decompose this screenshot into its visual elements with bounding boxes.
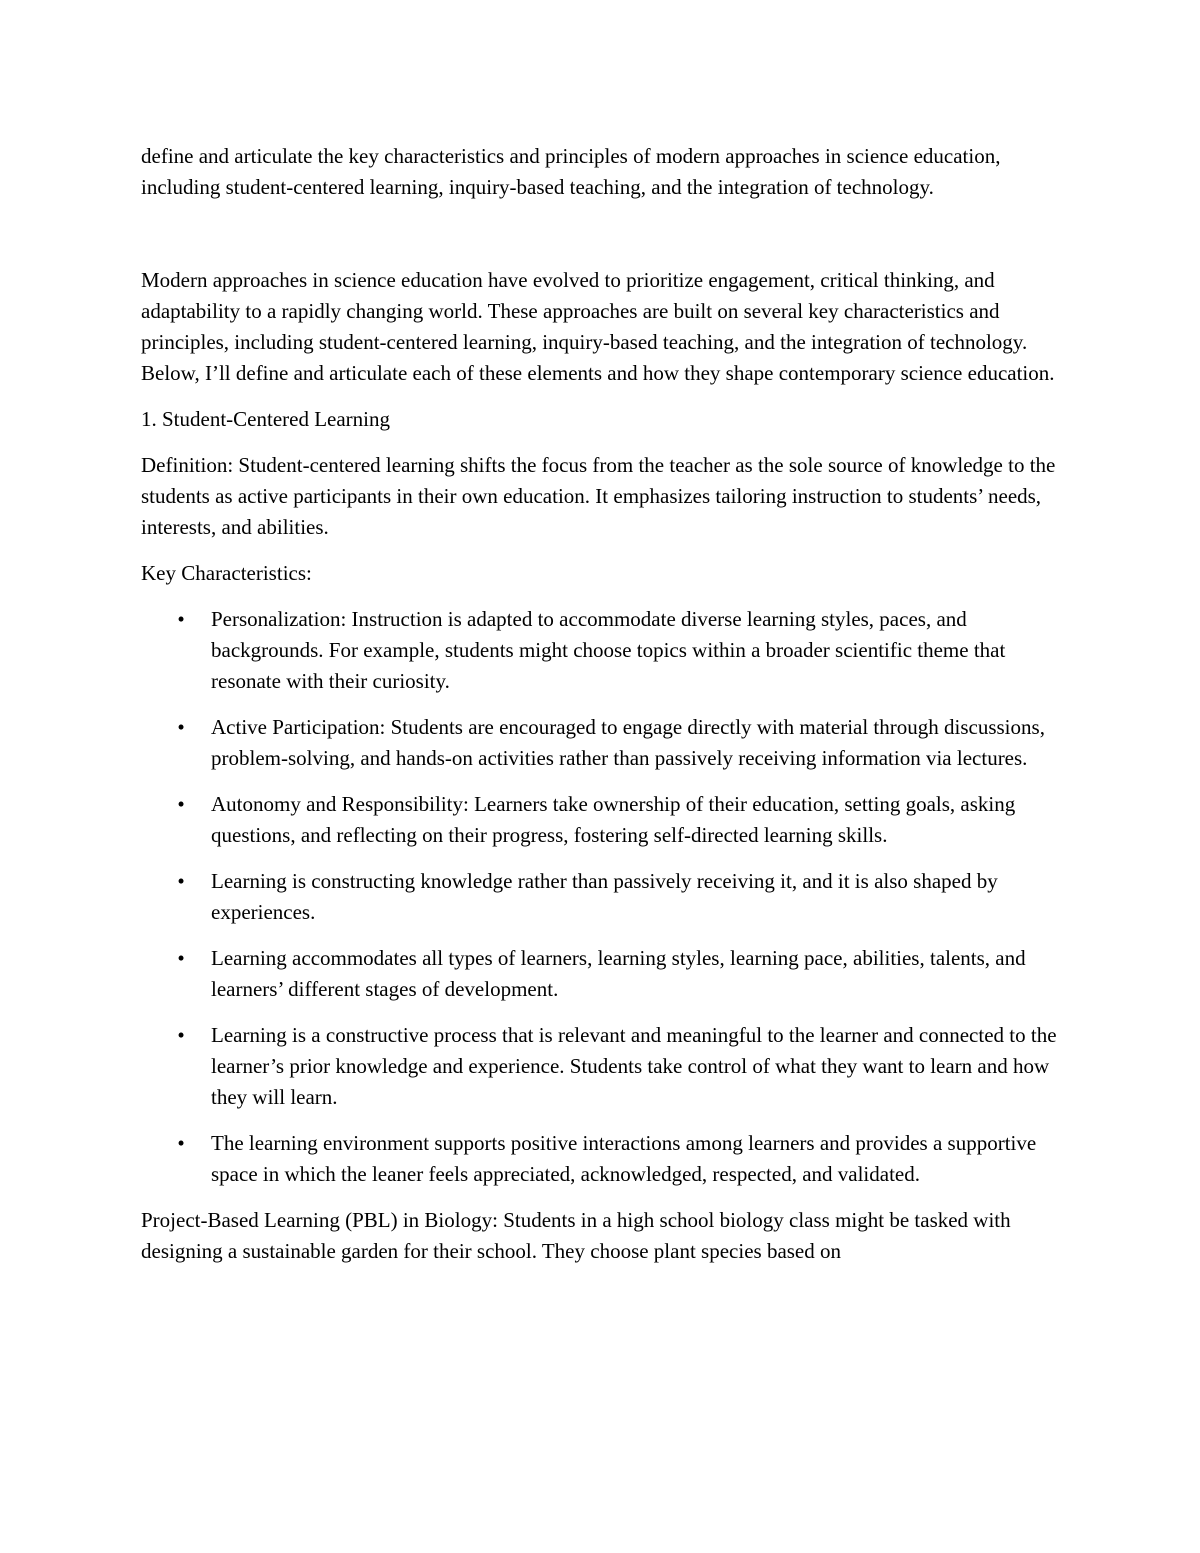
bullet-icon: • (177, 715, 185, 739)
list-item-text: The learning environment supports positive interactions among learners and provides a supportive space in which the leaner feels appreciated, acknowledged, respected, and validated. (211, 1131, 1037, 1186)
characteristics-list (141, 604, 1066, 1190)
list-item-text: Personalization: Instruction is adapted to accommodate diverse learning styles, paces, and backgrounds. For example, students might choose topics within a broader scientific theme that resonate with their curiosity. (211, 607, 1006, 693)
list-item (141, 1020, 1066, 1113)
key-characteristics-label: Key Characteristics: (141, 561, 312, 585)
intro-paragraph: define and articulate the key characteristics and principles of modern approaches in science education, including student-centered learning, inquiry-based teaching, and the integration of technology. (141, 144, 1001, 199)
list-item (141, 866, 1066, 928)
list-item-text: Learning is constructing knowledge rather than passively receiving it, and it is also shaped by experiences. (211, 869, 998, 924)
list-item-text: Active Participation: Students are encouraged to engage directly with material through discussions, problem-solving, and hands-on activities rather than passively receiving information via lectures. (211, 715, 1045, 770)
list-item-text: Learning accommodates all types of learners, learning styles, learning pace, abilities, talents, and learners’ different stages of development. (211, 946, 1026, 1001)
list-item (141, 789, 1066, 851)
bullet-icon: • (177, 869, 185, 893)
pbl-paragraph: Project-Based Learning (PBL) in Biology: Students in a high school biology class might be tasked with designing a sustainable garden for their school. They choose plant species based on (141, 1208, 1011, 1263)
bullet-icon: • (177, 946, 185, 970)
bullet-icon: • (177, 1023, 185, 1047)
definition-paragraph: Definition: Student-centered learning shifts the focus from the teacher as the sole source of knowledge to the students as active participants in their own education. It emphasizes tailoring instruction to students’ needs, interests, and abilities. (141, 453, 1056, 539)
bullet-icon: • (177, 792, 185, 816)
document-body (141, 141, 1066, 1282)
list-item (141, 712, 1066, 774)
section-heading: 1. Student-Centered Learning (141, 407, 391, 431)
list-item-text: Learning is a constructive process that is relevant and meaningful to the learner and connected to the learner’s prior knowledge and experience. Students take control of what they want to learn and how they will learn. (211, 1023, 1057, 1109)
list-item-text: Autonomy and Responsibility: Learners take ownership of their education, setting goals, asking questions, and reflecting on their progress, fostering self-directed learning skills. (211, 792, 1016, 847)
bullet-icon: • (177, 607, 185, 631)
list-item (141, 943, 1066, 1005)
list-item (141, 1128, 1066, 1190)
bullet-icon: • (177, 1131, 185, 1155)
list-item (141, 604, 1066, 697)
overview-paragraph: Modern approaches in science education have evolved to prioritize engagement, critical thinking, and adaptability to a rapidly changing world. These approaches are built on several key characteristics and principles, including student-centered learning, inquiry-based teaching, and the integration of technology. Below, I’ll define and articulate each of these elements and how they shape contemporary science education. (141, 268, 1055, 385)
